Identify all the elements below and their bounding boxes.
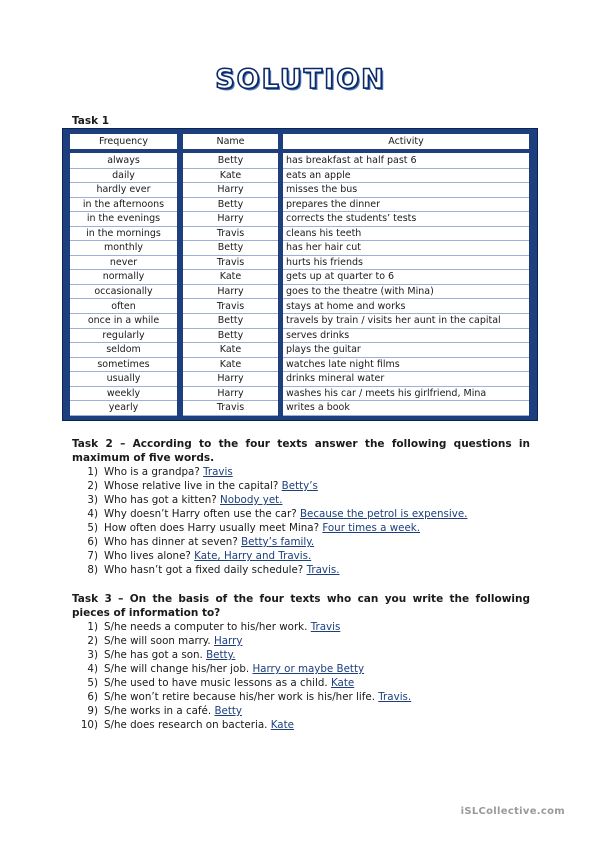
list-item <box>78 479 538 493</box>
answer-text: Travis. <box>306 564 340 576</box>
list-item <box>78 465 538 479</box>
item-number: 5) <box>87 677 98 689</box>
frequency-cell: normally <box>70 270 177 285</box>
activity-cell: drinks mineral water <box>283 372 529 387</box>
question-text: S/he will soon marry. <box>104 635 211 647</box>
frequency-cell: weekly <box>70 387 177 402</box>
frequency-cell: occasionally <box>70 285 177 300</box>
name-cell: Harry <box>183 387 278 402</box>
item-number: 4) <box>87 663 98 675</box>
answer-text: Nobody yet. <box>220 494 283 506</box>
activity-cell: misses the bus <box>283 183 529 198</box>
question-text: S/he has got a son. <box>104 649 203 661</box>
task2-list <box>78 465 538 577</box>
answer-text: Kate <box>270 719 294 731</box>
list-item <box>78 521 538 535</box>
question-text: Why doesn’t Harry often use the car? <box>104 508 297 520</box>
list-item <box>78 676 538 690</box>
activity-cell: hurts his friends <box>283 256 529 271</box>
question-text: Who is a grandpa? <box>104 466 200 478</box>
name-cell: Harry <box>183 285 278 300</box>
watermark: iSLCollective.com <box>460 806 565 817</box>
list-item <box>78 493 538 507</box>
frequency-cell: never <box>70 256 177 271</box>
activity-cell: plays the guitar <box>283 343 529 358</box>
activity-cell: cleans his teeth <box>283 227 529 242</box>
question-text: Who has got a kitten? <box>104 494 217 506</box>
activity-cell: has breakfast at half past 6 <box>283 154 529 169</box>
answer-text: Travis. <box>378 691 412 703</box>
frequency-cell: yearly <box>70 401 177 416</box>
list-item <box>78 563 538 577</box>
list-item <box>78 718 538 732</box>
name-cell: Travis <box>183 256 278 271</box>
frequency-cell: always <box>70 154 177 169</box>
answer-text: Betty <box>214 705 243 717</box>
task3-heading: Task 3 – On the basis of the four texts who can you write the following pieces of information to? <box>72 593 530 619</box>
question-text: Who hasn’t got a fixed daily schedule? <box>104 564 304 576</box>
name-cell: Kate <box>183 358 278 373</box>
name-cell: Kate <box>183 343 278 358</box>
answer-text: Because the petrol is expensive. <box>299 508 468 520</box>
frequency-cell: hardly ever <box>70 183 177 198</box>
activity-cell: prepares the dinner <box>283 198 529 213</box>
activity-cell: watches late night films <box>283 358 529 373</box>
name-cell: Kate <box>183 270 278 285</box>
list-item <box>78 549 538 563</box>
list-item <box>78 690 538 704</box>
item-number: 1) <box>87 466 98 478</box>
task2-heading: Task 2 – According to the four texts answer the following questions in maximum of five words. <box>72 438 530 464</box>
activity-cell: travels by train / visits her aunt in the capital <box>283 314 529 329</box>
name-cell: Betty <box>183 314 278 329</box>
question-text: Who lives alone? <box>104 550 191 562</box>
activity-cell: eats an apple <box>283 169 529 184</box>
name-cell: Harry <box>183 212 278 227</box>
answer-text: Kate, Harry and Travis. <box>194 550 312 562</box>
answer-text: Harry or maybe Betty <box>252 663 365 675</box>
frequency-cell: usually <box>70 372 177 387</box>
activity-cell: stays at home and works <box>283 300 529 315</box>
item-number: 10) <box>80 719 98 731</box>
answer-text: Betty’s family. <box>241 536 315 548</box>
item-number: 3) <box>87 494 98 506</box>
question-text: S/he won’t retire because his/her work is his/her life. <box>104 691 375 703</box>
question-text: Who has dinner at seven? <box>104 536 238 548</box>
item-number: 2) <box>87 480 98 492</box>
activity-cell: serves drinks <box>283 329 529 344</box>
header-activity: Activity <box>283 134 529 149</box>
frequency-cell: daily <box>70 169 177 184</box>
item-number: 8) <box>87 564 98 576</box>
name-cell: Betty <box>183 241 278 256</box>
header-frequency: Frequency <box>70 134 177 149</box>
name-cell: Betty <box>183 154 278 169</box>
frequency-cell: in the mornings <box>70 227 177 242</box>
question-text: S/he needs a computer to his/her work. <box>104 621 308 633</box>
name-cell: Betty <box>183 198 278 213</box>
frequency-cell: often <box>70 300 177 315</box>
name-cell: Travis <box>183 300 278 315</box>
item-number: 7) <box>87 550 98 562</box>
item-number: 9) <box>87 705 98 717</box>
frequency-cell: sometimes <box>70 358 177 373</box>
item-number: 6) <box>87 536 98 548</box>
frequency-cell: once in a while <box>70 314 177 329</box>
activity-cell: writes a book <box>283 401 529 416</box>
task3-list <box>78 620 538 732</box>
frequency-cell: in the afternoons <box>70 198 177 213</box>
list-item <box>78 634 538 648</box>
frequency-cell: monthly <box>70 241 177 256</box>
list-item <box>78 507 538 521</box>
list-item <box>78 648 538 662</box>
answer-text: Four times a week. <box>322 522 421 534</box>
page-title: SOLUTION <box>215 64 386 95</box>
activity-cell: has her hair cut <box>283 241 529 256</box>
name-cell: Betty <box>183 329 278 344</box>
item-number: 4) <box>87 508 98 520</box>
answer-text: Travis <box>203 466 233 478</box>
item-number: 2) <box>87 635 98 647</box>
question-text: S/he does research on bacteria. <box>104 719 268 731</box>
activity-cell: gets up at quarter to 6 <box>283 270 529 285</box>
list-item <box>78 704 538 718</box>
answer-text: Kate <box>330 677 355 689</box>
question-text: S/he will change his/her job. <box>104 663 250 675</box>
name-cell: Travis <box>183 401 278 416</box>
list-item <box>78 535 538 549</box>
frequency-cell: seldom <box>70 343 177 358</box>
activity-cell: washes his car / meets his girlfriend, Mina <box>283 387 529 402</box>
item-number: 1) <box>87 621 98 633</box>
list-item <box>78 620 538 634</box>
answer-text: Travis <box>310 621 341 633</box>
frequency-cell: regularly <box>70 329 177 344</box>
task1-label: Task 1 <box>72 115 110 127</box>
question-text: Whose relative live in the capital? <box>104 480 279 492</box>
item-number: 6) <box>87 691 98 703</box>
name-cell: Harry <box>183 372 278 387</box>
list-item <box>78 662 538 676</box>
frequency-cell: in the evenings <box>70 212 177 227</box>
item-number: 5) <box>87 522 98 534</box>
answer-text: Harry <box>214 635 243 647</box>
question-text: How often does Harry usually meet Mina? <box>104 522 320 534</box>
question-text: S/he works in a café. <box>104 705 212 717</box>
activity-cell: corrects the students’ tests <box>283 212 529 227</box>
name-cell: Harry <box>183 183 278 198</box>
answer-text: Betty’s <box>281 480 318 492</box>
name-cell: Kate <box>183 169 278 184</box>
answer-text: Betty. <box>206 649 236 661</box>
question-text: S/he used to have music lessons as a child. <box>104 677 328 689</box>
activity-cell: goes to the theatre (with Mina) <box>283 285 529 300</box>
item-number: 3) <box>87 649 98 661</box>
name-cell: Travis <box>183 227 278 242</box>
header-name: Name <box>183 134 278 149</box>
